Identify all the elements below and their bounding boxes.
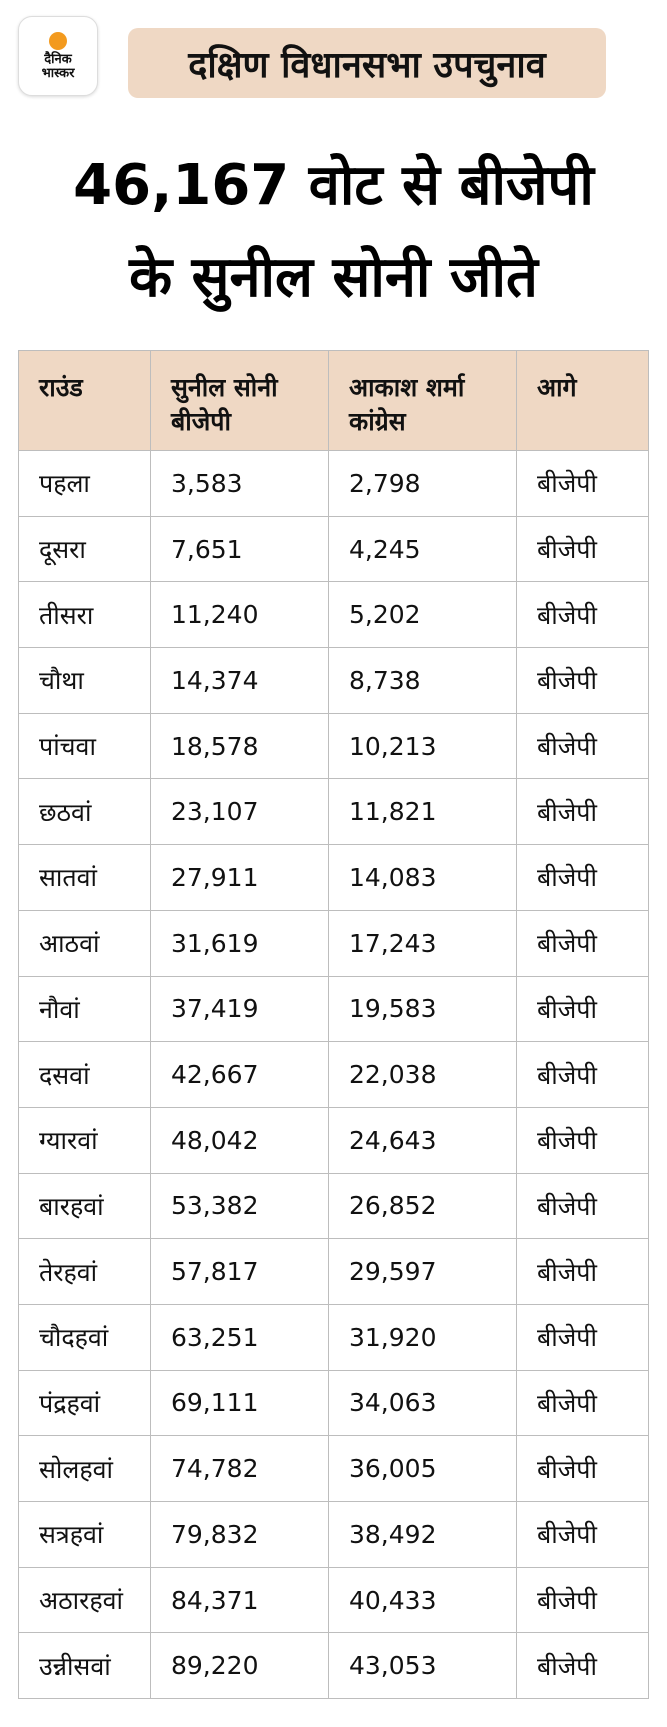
cell-round: अठारहवां [19,1567,151,1633]
cell-congress-votes: 22,038 [329,1042,517,1108]
cell-congress-votes: 29,597 [329,1239,517,1305]
cell-round: सत्रहवां [19,1502,151,1568]
cell-bjp-votes: 48,042 [151,1107,329,1173]
cell-congress-votes: 43,053 [329,1633,517,1699]
header-leading: आगे [517,351,649,451]
cell-bjp-votes: 7,651 [151,516,329,582]
cell-round: पहला [19,451,151,517]
cell-congress-votes: 26,852 [329,1173,517,1239]
table-row [19,1633,649,1699]
cell-leading: बीजेपी [517,779,649,845]
header-bjp-candidate: सुनील सोनी बीजेपी [151,351,329,451]
cell-round: तेरहवां [19,1239,151,1305]
cell-round: दसवां [19,1042,151,1108]
logo-text-line2: भास्कर [41,65,75,81]
cell-bjp-votes: 57,817 [151,1239,329,1305]
cell-bjp-votes: 69,111 [151,1370,329,1436]
cell-leading: बीजेपी [517,1304,649,1370]
table-row [19,1436,649,1502]
cell-round: चौदहवां [19,1304,151,1370]
header-congress-candidate: आकाश शर्मा कांग्रेस [329,351,517,451]
cell-leading: बीजेपी [517,1370,649,1436]
cell-round: आठवां [19,910,151,976]
cell-congress-votes: 4,245 [329,516,517,582]
headline [0,140,667,324]
cell-leading: बीजेपी [517,648,649,714]
cell-leading: बीजेपी [517,713,649,779]
cell-bjp-votes: 89,220 [151,1633,329,1699]
cell-congress-votes: 34,063 [329,1370,517,1436]
cell-leading: बीजेपी [517,910,649,976]
cell-bjp-votes: 14,374 [151,648,329,714]
cell-bjp-votes: 27,911 [151,845,329,911]
table-row [19,1304,649,1370]
cell-congress-votes: 2,798 [329,451,517,517]
cell-round: ग्यारवां [19,1107,151,1173]
cell-congress-votes: 19,583 [329,976,517,1042]
table-row [19,1567,649,1633]
cell-round: छठवां [19,779,151,845]
table-row [19,1042,649,1108]
table-row [19,1502,649,1568]
cell-leading: बीजेपी [517,1502,649,1568]
sun-icon [49,32,67,50]
table-row [19,648,649,714]
cell-round: सातवां [19,845,151,911]
table-row [19,1107,649,1173]
table-header-row [19,351,649,451]
cell-bjp-votes: 84,371 [151,1567,329,1633]
headline-line2: के सुनील सोनी जीते [129,245,538,310]
table-row [19,1173,649,1239]
cell-bjp-votes: 53,382 [151,1173,329,1239]
headline-line1: 46,167 वोट से बीजेपी [73,153,594,218]
cell-round: चौथा [19,648,151,714]
table-row [19,516,649,582]
topic-tag: दक्षिण विधानसभा उपचुनाव [128,28,606,98]
cell-leading: बीजेपी [517,1042,649,1108]
cell-congress-votes: 36,005 [329,1436,517,1502]
cell-leading: बीजेपी [517,1633,649,1699]
cell-leading: बीजेपी [517,845,649,911]
cell-round: दूसरा [19,516,151,582]
cell-bjp-votes: 79,832 [151,1502,329,1568]
cell-round: नौवां [19,976,151,1042]
cell-bjp-votes: 42,667 [151,1042,329,1108]
cell-round: पंद्रहवां [19,1370,151,1436]
cell-congress-votes: 8,738 [329,648,517,714]
cell-leading: बीजेपी [517,582,649,648]
table-row [19,582,649,648]
cell-bjp-votes: 11,240 [151,582,329,648]
cell-leading: बीजेपी [517,1173,649,1239]
cell-bjp-votes: 18,578 [151,713,329,779]
table-row [19,451,649,517]
cell-congress-votes: 40,433 [329,1567,517,1633]
cell-leading: बीजेपी [517,451,649,517]
cell-congress-votes: 5,202 [329,582,517,648]
cell-round: सोलहवां [19,1436,151,1502]
cell-leading: बीजेपी [517,976,649,1042]
table-row [19,1239,649,1305]
cell-leading: बीजेपी [517,516,649,582]
table-row [19,845,649,911]
cell-congress-votes: 11,821 [329,779,517,845]
cell-leading: बीजेपी [517,1107,649,1173]
header-round: राउंड [19,351,151,451]
cell-bjp-votes: 31,619 [151,910,329,976]
cell-bjp-votes: 37,419 [151,976,329,1042]
cell-congress-votes: 31,920 [329,1304,517,1370]
cell-leading: बीजेपी [517,1567,649,1633]
table-row [19,779,649,845]
table-row [19,910,649,976]
cell-round: तीसरा [19,582,151,648]
cell-leading: बीजेपी [517,1239,649,1305]
brand-logo [18,16,98,96]
table-row [19,1370,649,1436]
cell-congress-votes: 17,243 [329,910,517,976]
table-row [19,713,649,779]
cell-bjp-votes: 74,782 [151,1436,329,1502]
cell-leading: बीजेपी [517,1436,649,1502]
cell-congress-votes: 24,643 [329,1107,517,1173]
cell-round: उन्नीसवां [19,1633,151,1699]
cell-congress-votes: 38,492 [329,1502,517,1568]
cell-congress-votes: 10,213 [329,713,517,779]
cell-round: पांचवा [19,713,151,779]
results-table [18,350,649,1699]
cell-congress-votes: 14,083 [329,845,517,911]
logo-text-line1: दैनिक [44,51,72,67]
cell-bjp-votes: 63,251 [151,1304,329,1370]
cell-round: बारहवां [19,1173,151,1239]
cell-bjp-votes: 3,583 [151,451,329,517]
cell-bjp-votes: 23,107 [151,779,329,845]
table-row [19,976,649,1042]
